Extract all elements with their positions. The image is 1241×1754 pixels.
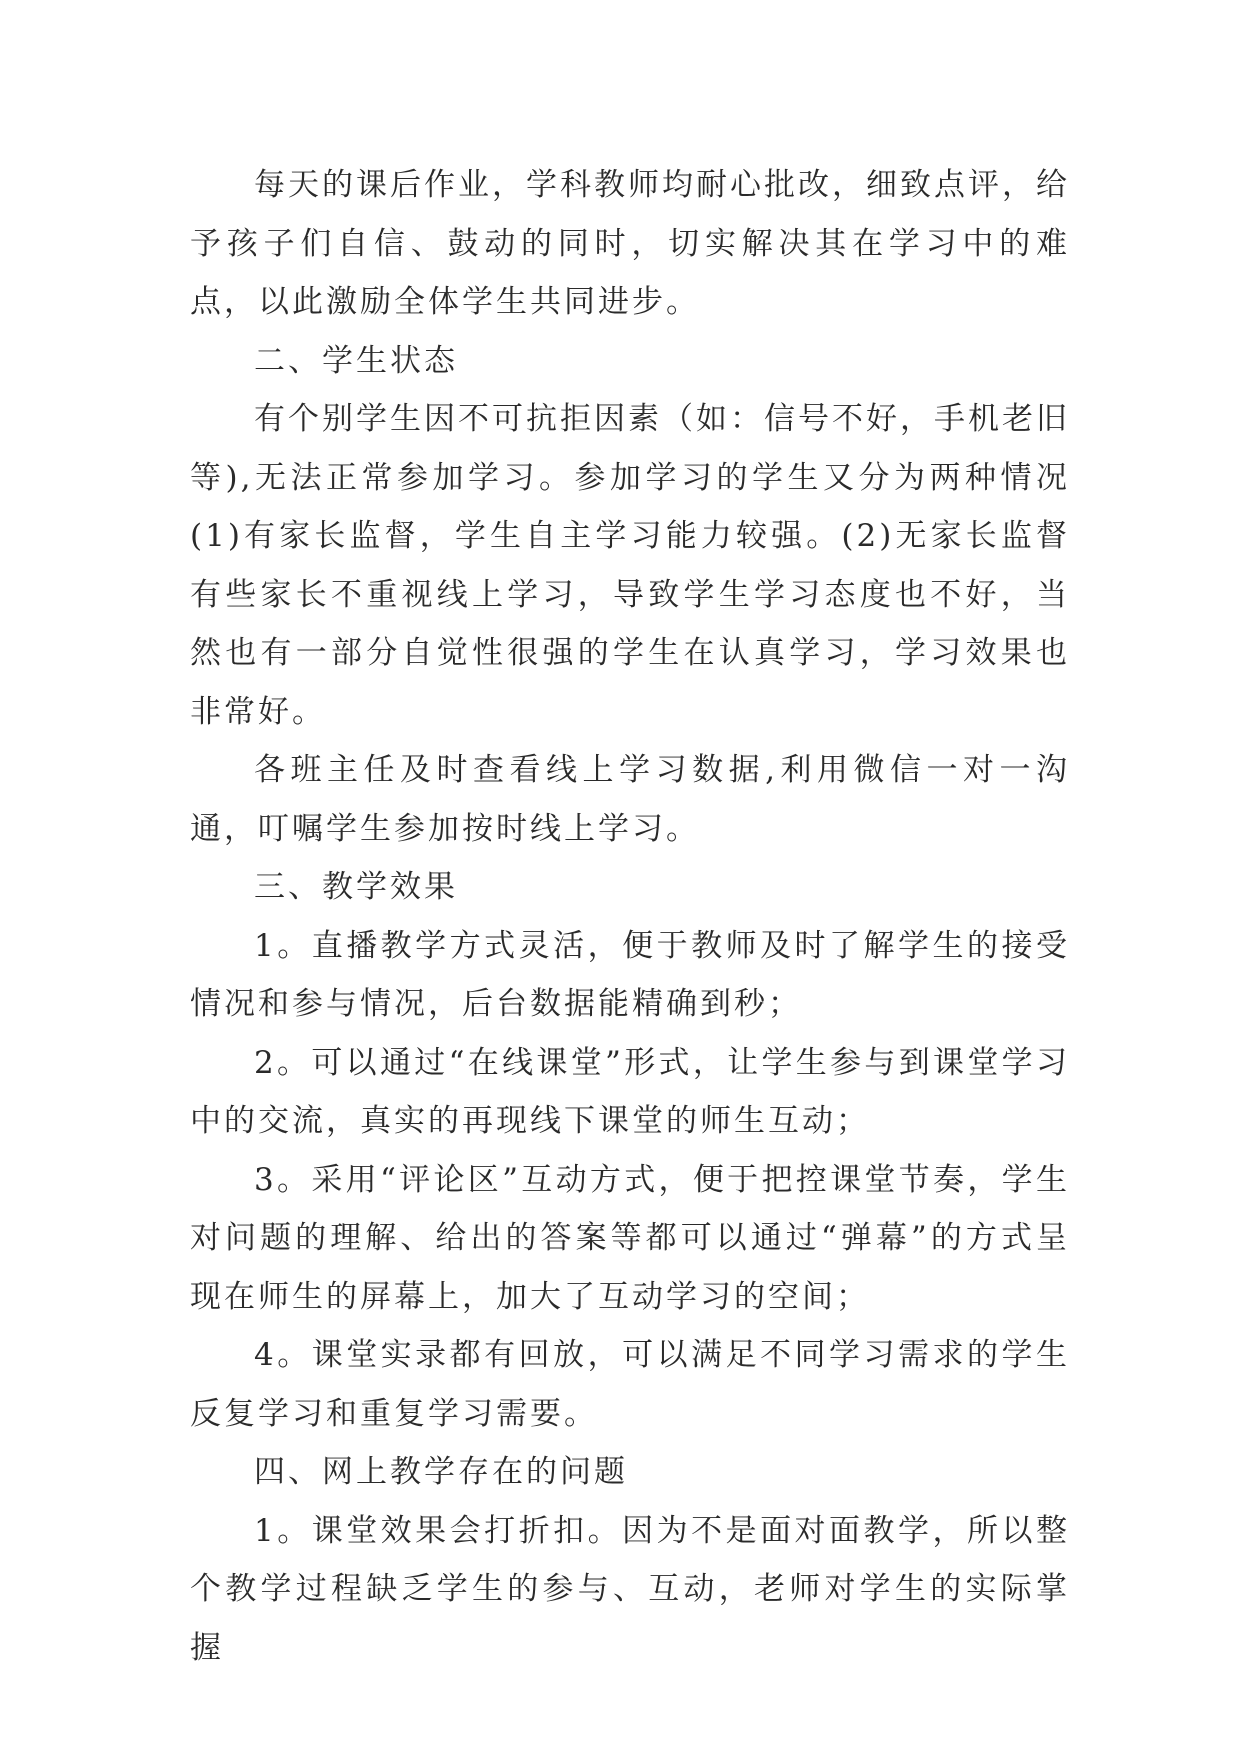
heading-teaching-effect: 三、教学效果 bbox=[254, 869, 458, 905]
document-body bbox=[190, 156, 1070, 1677]
list-item-problem-1: 1。课堂效果会打折扣。因为不是面对面教学，所以整个教学过程缺乏学生的参与、互动，老师对学生的实际掌握 bbox=[190, 1512, 1070, 1666]
paragraph-class-teacher-followup: 各班主任及时查看线上学习数据,利用微信一对一沟通，叮嘱学生参加按时线上学习。 bbox=[190, 752, 1070, 847]
heading-online-teaching-problems: 四、网上教学存在的问题 bbox=[254, 1454, 628, 1490]
list-item-effect-4: 4。课堂实录都有回放，可以满足不同学习需求的学生反复学习和重复学习需要。 bbox=[190, 1337, 1070, 1432]
list-item-effect-1: 1。直播教学方式灵活，便于教师及时了解学生的接受情况和参与情况，后台数据能精确到秒； bbox=[190, 927, 1070, 1022]
paragraph-student-situation: 有个别学生因不可抗拒因素（如：信号不好，手机老旧等),无法正常参加学习。参加学习的学生又分为两种情况(1)有家长监督，学生自主学习能力较强。(2)无家长监督有些家长不重视线上学习，导致学生学习态度也不好，当然也有一部分自觉性很强的学生在认真学习，学习效果也非常好。 bbox=[190, 401, 1070, 730]
list-item-effect-2: 2。可以通过“在线课堂”形式，让学生参与到课堂学习中的交流，真实的再现线下课堂的师生互动； bbox=[190, 1044, 1070, 1139]
list-item-effect-3: 3。采用“评论区”互动方式，便于把控课堂节奏，学生对问题的理解、给出的答案等都可以通过“弹幕”的方式呈现在师生的屏幕上，加大了互动学习的空间； bbox=[190, 1161, 1070, 1315]
paragraph-homework-feedback: 每天的课后作业，学科教师均耐心批改，细致点评，给予孩子们自信、鼓动的同时，切实解决其在学习中的难点，以此激励全体学生共同进步。 bbox=[190, 167, 1070, 320]
heading-student-status: 二、学生状态 bbox=[254, 342, 458, 379]
